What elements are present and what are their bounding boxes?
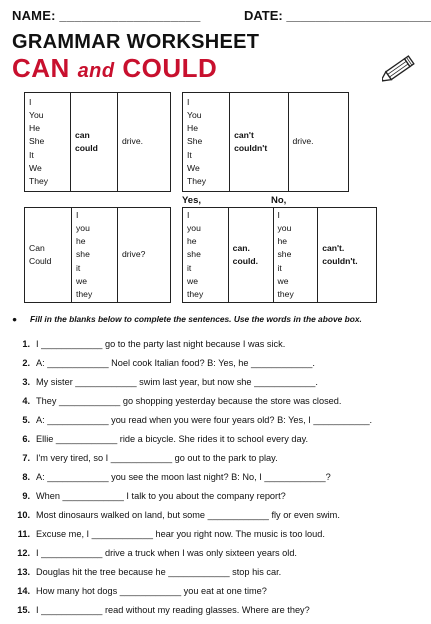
question-text[interactable]: Excuse me, I ____________ hear you right now. The music is too loud.	[36, 529, 325, 539]
question-row	[10, 548, 425, 567]
question-number: 7.	[22, 453, 30, 463]
yes-subjects: I you he she it we they	[187, 209, 204, 299]
question-row	[10, 605, 425, 624]
question-number: 15.	[17, 605, 30, 615]
yes-modals: can. could.	[232, 242, 258, 266]
question-number: 10.	[17, 510, 30, 520]
negative-verb-cell	[288, 93, 348, 192]
question-row	[10, 586, 425, 605]
question-row	[10, 434, 425, 453]
positive-form-table	[24, 92, 171, 192]
worksheet-subtitle	[12, 53, 217, 84]
yes-subjects-cell	[183, 208, 229, 303]
short-answer-yes-label: Yes,	[182, 195, 202, 206]
positive-modals-cell	[71, 93, 118, 192]
question-row	[10, 453, 425, 472]
question-text[interactable]: A: ____________ Noel cook Italian food? B: Yes, he ____________.	[36, 358, 315, 368]
question-number: 6.	[22, 434, 30, 444]
negative-form-table	[182, 92, 349, 192]
worksheet-title: GRAMMAR WORKSHEET	[12, 31, 260, 53]
bullet-icon: ●	[12, 314, 18, 324]
question-subjects-cell	[72, 208, 118, 303]
question-modals-cell	[25, 208, 72, 303]
question-form-table	[24, 207, 171, 303]
question-number: 12.	[17, 548, 30, 558]
negative-verb: drive.	[292, 136, 314, 147]
question-number: 5.	[22, 415, 30, 425]
question-number: 11.	[17, 529, 30, 539]
instructions-text: Fill in the blanks below to complete the sentences. Use the words in the above box.	[30, 314, 362, 324]
name-field-label: NAME: ___________________	[12, 8, 201, 23]
short-answer-no-label: No,	[271, 195, 287, 206]
positive-subjects: I You He She It We They	[29, 96, 49, 186]
negative-modals: can't couldn't	[234, 129, 268, 153]
question-text[interactable]: Most dinosaurs walked on land, but some ____________ fly or even swim.	[36, 510, 340, 520]
short-answers-table	[182, 207, 377, 303]
negative-modals-cell	[230, 93, 288, 192]
no-subjects-cell	[273, 208, 318, 303]
positive-verb-cell	[118, 93, 171, 192]
question-text[interactable]: I'm very tired, so I ____________ go out to the park to play.	[36, 453, 278, 463]
question-row	[10, 358, 425, 377]
subtitle-can: CAN	[12, 53, 78, 83]
question-number: 8.	[22, 472, 30, 482]
question-row	[10, 377, 425, 396]
question-row	[10, 415, 425, 434]
question-number: 9.	[22, 491, 30, 501]
subtitle-and: and	[77, 60, 115, 82]
date-field-label: DATE: ____________________	[244, 8, 431, 23]
negative-subjects-cell	[183, 93, 230, 192]
question-text[interactable]: I ____________ drive a truck when I was only sixteen years old.	[36, 548, 297, 558]
question-verb: drive?	[122, 249, 146, 260]
question-row	[10, 510, 425, 529]
question-row	[10, 529, 425, 548]
question-text[interactable]: They ____________ go shopping yesterday because the store was closed.	[36, 396, 342, 406]
negative-subjects: I You He She It We They	[187, 96, 207, 186]
question-modals: Can Could	[29, 242, 52, 266]
yes-modals-cell	[228, 208, 273, 303]
positive-modals: can could	[75, 129, 98, 153]
questions-list	[10, 339, 425, 624]
question-text[interactable]: I ____________ go to the party last night because I was sick.	[36, 339, 286, 349]
no-modals: can't. couldn't.	[322, 242, 358, 266]
question-text[interactable]: My sister ____________ swim last year, but now she ____________.	[36, 377, 318, 387]
question-row	[10, 567, 425, 586]
question-text[interactable]: Douglas hit the tree because he ____________ stop his car.	[36, 567, 282, 577]
question-row	[10, 472, 425, 491]
question-subjects: I you he she it we they	[76, 209, 93, 299]
question-row	[10, 396, 425, 415]
question-verb-cell	[118, 208, 171, 303]
question-number: 4.	[22, 396, 30, 406]
question-text[interactable]: When ____________ I talk to you about the company report?	[36, 491, 286, 501]
no-subjects: I you he she it we they	[277, 209, 294, 299]
question-row	[10, 491, 425, 510]
question-number: 13.	[17, 567, 30, 577]
question-number: 1.	[22, 339, 30, 349]
question-number: 3.	[22, 377, 30, 387]
question-text[interactable]: How many hot dogs ____________ you eat at one time?	[36, 586, 267, 596]
no-modals-cell	[318, 208, 377, 303]
question-text[interactable]: I ____________ read without my reading glasses. Where are they?	[36, 605, 310, 615]
question-row	[10, 339, 425, 358]
question-number: 2.	[22, 358, 30, 368]
instructions	[12, 314, 362, 324]
question-text[interactable]: Ellie ____________ ride a bicycle. She rides it to school every day.	[36, 434, 309, 444]
question-number: 14.	[17, 586, 30, 596]
positive-verb: drive.	[122, 136, 144, 147]
positive-subjects-cell	[25, 93, 71, 192]
question-text[interactable]: A: ____________ you see the moon last night? B: No, I ____________?	[36, 472, 331, 482]
question-text[interactable]: A: ____________ you read when you were four years old? B: Yes, I ___________.	[36, 415, 373, 425]
pencil-icon	[382, 48, 420, 86]
subtitle-could: COULD	[114, 53, 218, 83]
